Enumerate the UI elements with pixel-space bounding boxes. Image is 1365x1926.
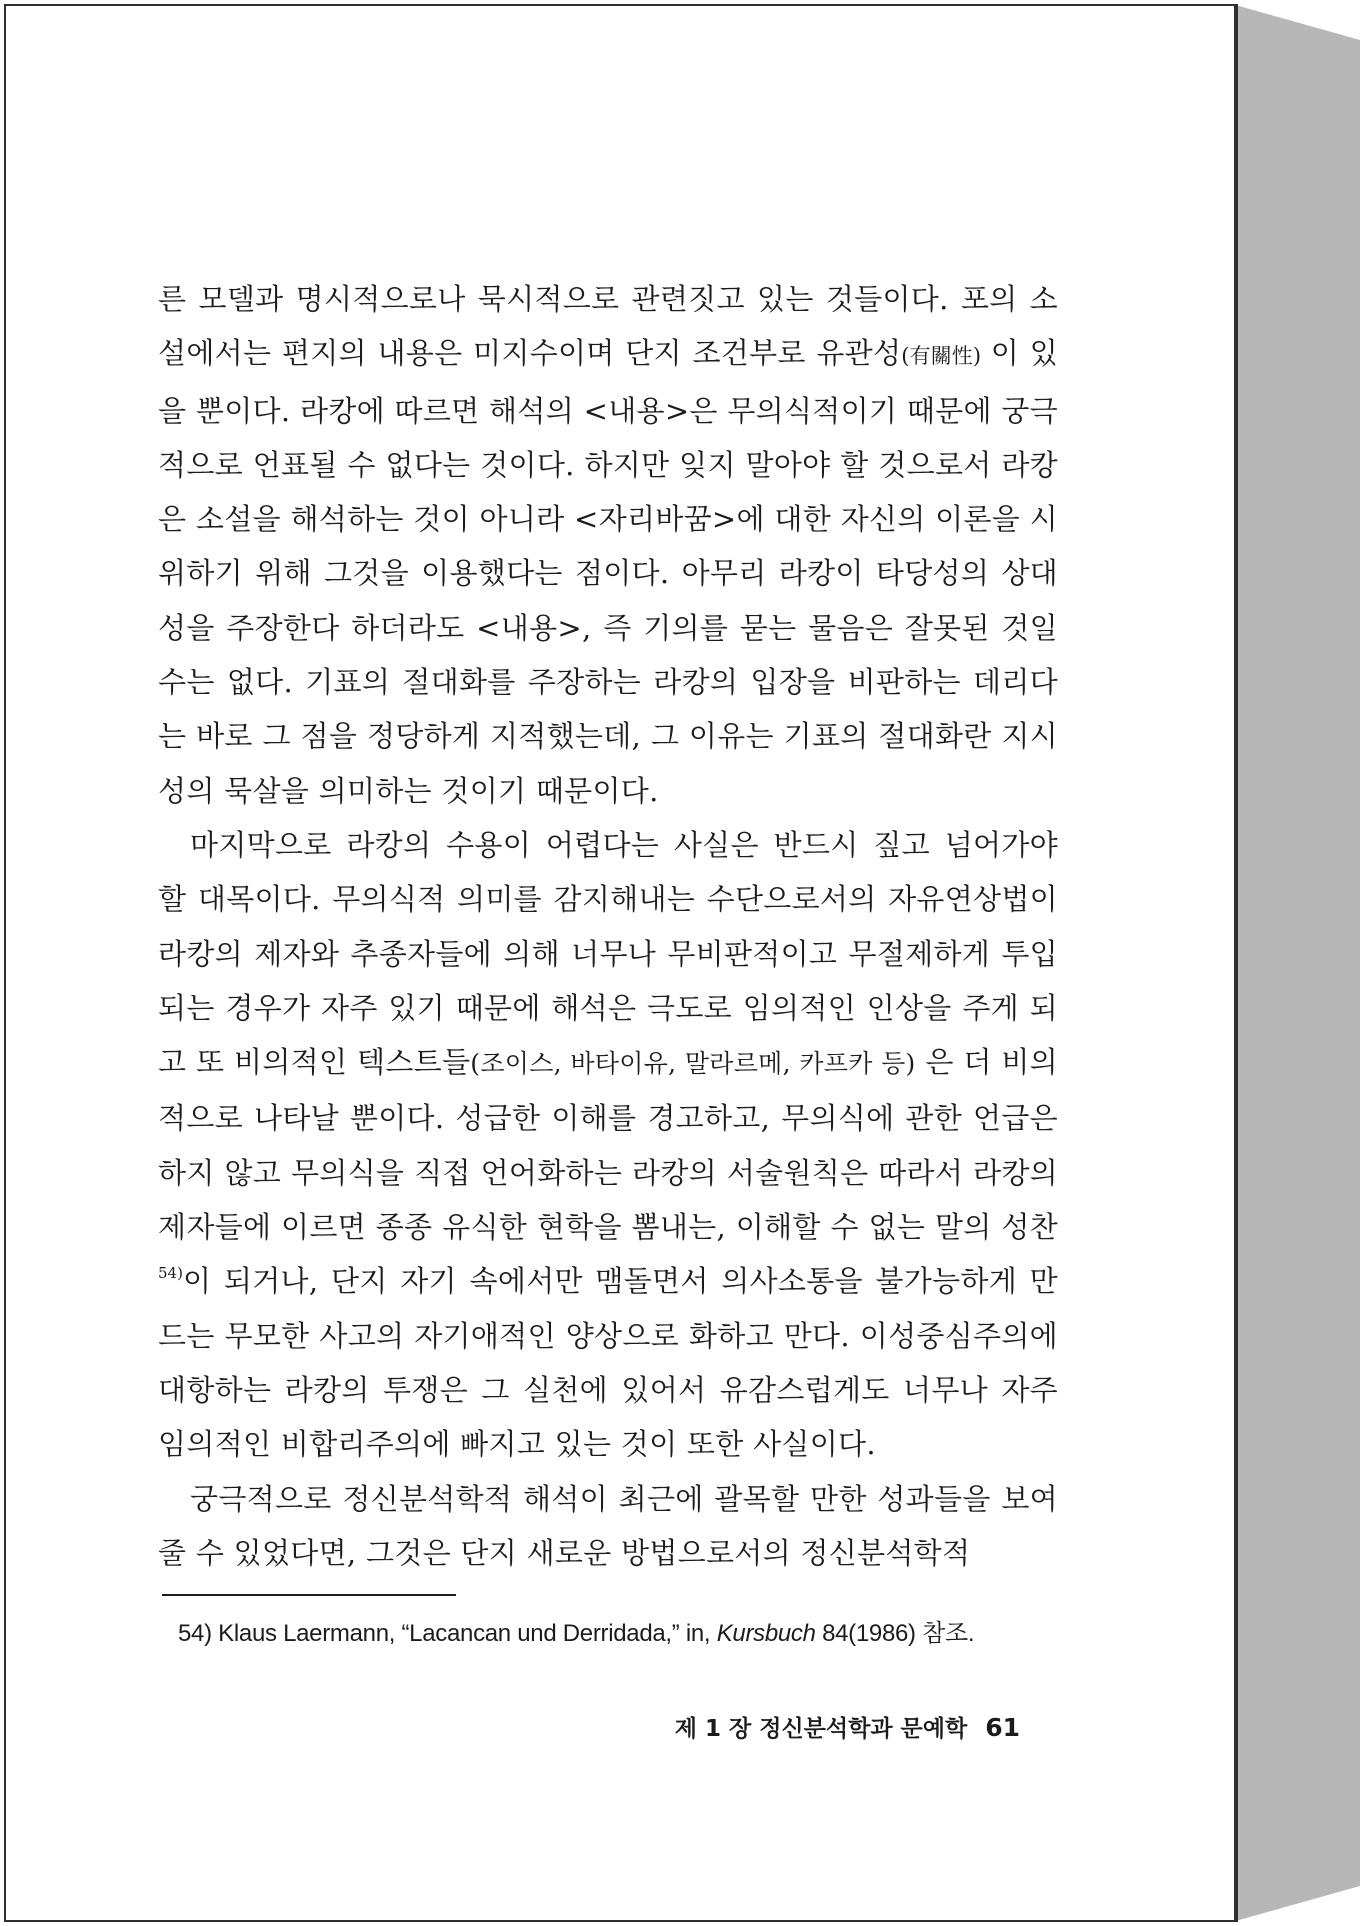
footnote-marker: 54)	[178, 1620, 212, 1647]
footnote-rule	[162, 1594, 456, 1596]
body-text-run: 이 되거나, 단지 자기 속에서만 맴돌면서 의사소통을 불가능하게 만드는 무모한 사고의 자기애적인 양상으로 화하고 만다. 이성중심주의에 대항하는 라캉의 투쟁은 그 실천에 있어서 유감스럽게도 너무나 자주 임의적인 비합리주의에 빠지고 있는 것이 또한 사실이다.	[158, 1264, 1058, 1462]
footnote	[178, 1613, 1078, 1648]
page-stack-edge	[1232, 4, 1360, 1922]
footnote-reference: 54)	[158, 1264, 183, 1283]
body-text	[158, 272, 1058, 1580]
body-text-run: (有關性)	[901, 344, 981, 369]
body-paragraph	[158, 272, 1058, 818]
page-number: 61	[985, 1713, 1020, 1742]
body-text-run: 은 더 비의적으로 나타날 뿐이다. 성급한 이해를 경고하고, 무의식에 관한 언급은 하지 않고 무의식을 직접 언어화하는 라캉의 서술원칙은 따라서 라캉의 제자들에 이르면 종종 유식한 현학을 뽐내는, 이해할 수 없는 말의 성찬	[158, 1045, 1058, 1245]
chapter-title: 제 1 장 정신분석학과 문예학	[674, 1716, 968, 1742]
body-text-run: 마지막으로 라캉의 수용이 어렵다는 사실은 반드시 짚고 넘어가야 할 대목이다. 무의식적 의미를 감지해내는 수단으로서의 자유연상법이 라캉의 제자와 추종자들에 의해 너무나 무비판적이고 무절제하게 투입되는 경우가 자주 있기 때문에 해석은 극도로 임의적인 인상을 주게 되고 또 비의적인 텍스트들	[158, 827, 1058, 1080]
body-text-run: 이 있을 뿐이다. 라캉에 따르면 해석의 <내용>은 무의식적이기 때문에 궁극적으로 언표될 수 없다는 것이다. 하지만 잊지 말아야 할 것으로서 라캉은 소설을 해석하는 것이 아니라 <자리바꿈>에 대한 자신의 이론을 시위하기 위해 그것을 이용했다는 점이다. 아무리 라캉이 타당성의 상대성을 주장한다 하더라도 <내용>, 즉 기의를 묻는 물음은 잘못된 것일 수는 없다. 기표의 절대화를 주장하는 라캉의 입장을 비판하는 데리다는 바로 그 점을 정당하게 지적했는데, 그 이유는 기표의 절대화란 지시성의 묵살을 의미하는 것이기 때문이다.	[158, 336, 1059, 808]
body-text-run: (조이스, 바타이유, 말라르메, 카프카 등)	[470, 1049, 916, 1079]
body-paragraph	[158, 1472, 1058, 1581]
footnote-journal: Kursbuch	[716, 1620, 816, 1647]
footnote-author: Klaus Laermann, “Lacancan und Derridada,” in,	[218, 1620, 711, 1647]
running-footer	[0, 1710, 1020, 1743]
body-text-run: 른 모델과 명시적으로나 묵시적으로 관련짓고 있는 것들이다. 포의 소설에서는 편지의 내용은 미지수이며 단지 조건부로 유관성	[158, 282, 1058, 371]
footnote-issue: 84(1986)	[822, 1620, 916, 1647]
body-paragraph	[158, 818, 1058, 1472]
footnote-suffix: 참조.	[922, 1620, 975, 1647]
body-text-run: 궁극적으로 정신분석학적 해석이 최근에 괄목할 만한 성과들을 보여줄 수 있었다면, 그것은 단지 새로운 방법으로서의 정신분석학적	[158, 1481, 1058, 1570]
